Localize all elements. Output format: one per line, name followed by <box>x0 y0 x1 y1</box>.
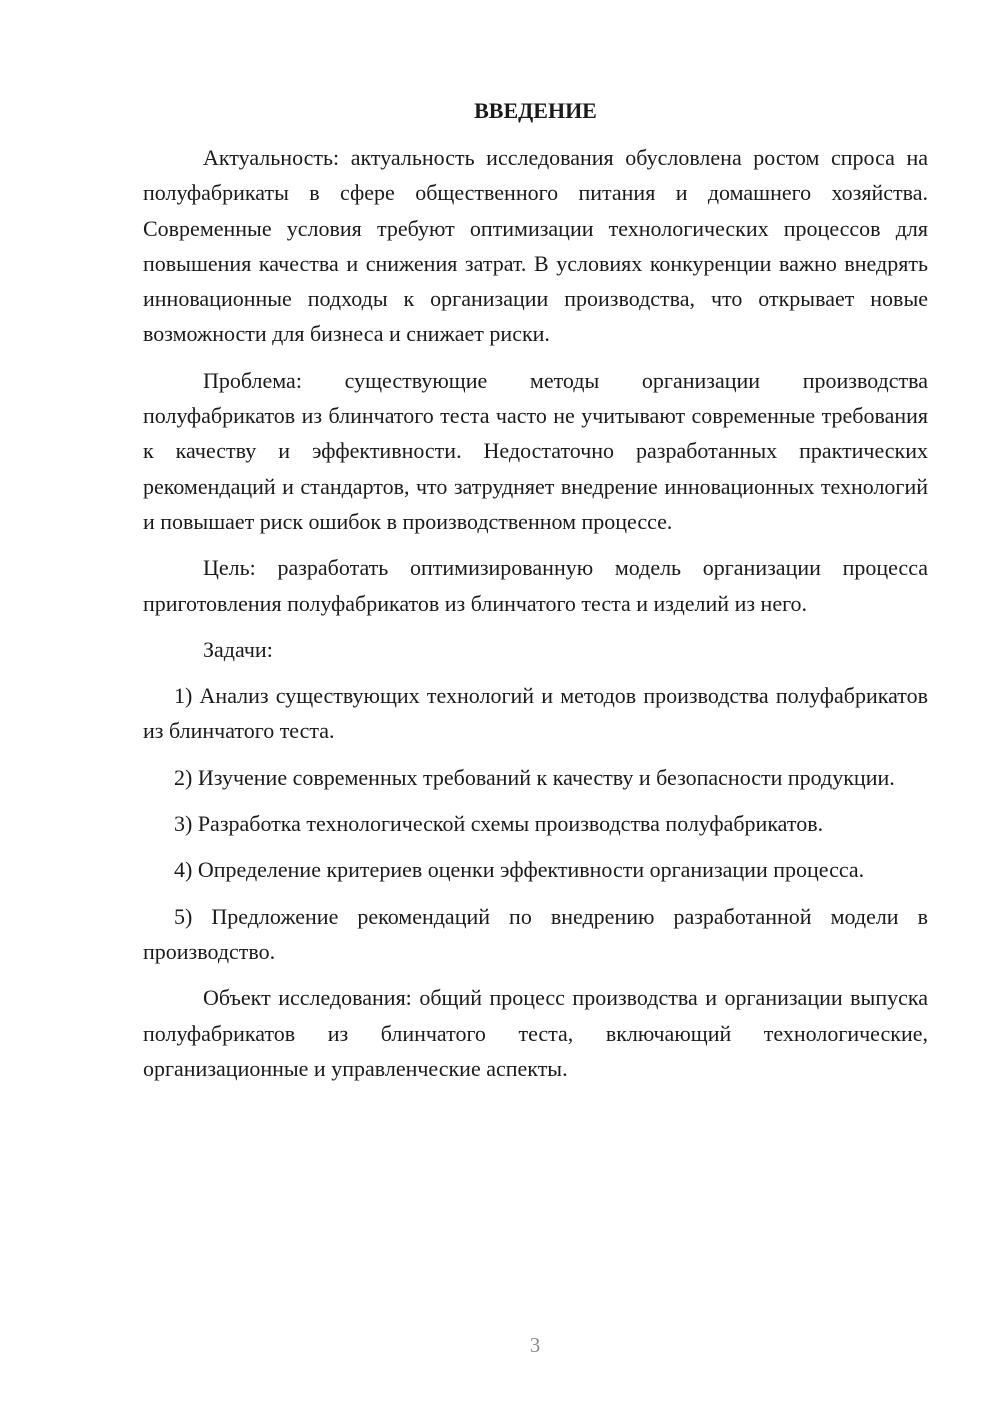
paragraph-object: Объект исследования: общий процесс производства и организации выпуска полуфабрикатов из блинчатого теста, включающий технологические, организационные и управленческие аспекты. <box>143 985 928 1081</box>
page-number: 3 <box>529 1333 541 1357</box>
task-item: 4) Определение критериев оценки эффективности организации процесса. <box>174 857 865 883</box>
task-item: 5) Предложение рекомендаций по внедрению разработанной модели в производство. <box>143 903 928 964</box>
document-page <box>143 96 928 1097</box>
paragraph-goal: Цель: разработать оптимизированную модель организации процесса приготовления полуфабрикатов из блинчатого теста и изделий из него. <box>143 555 928 616</box>
paragraph-problem: Проблема: существующие методы организации производства полуфабрикатов из блинчатого теста часто не учитывают современные требования к качеству и эффективности. Недостаточно разработанных практических рекомендаций и стандартов, что затрудняет внедрение инновационных технологий и повышает риск ошибок в производственном процессе. <box>143 367 928 534</box>
section-heading: ВВЕДЕНИЕ <box>474 98 597 123</box>
paragraph-relevance: Актуальность: актуальность исследования обусловлена ростом спроса на полуфабрикаты в сфере общественного питания и домашнего хозяйства. Современные условия требуют оптимизации технологических процессов для повышения качества и снижения затрат. В условиях конкуренции важно внедрять инновационные подходы к организации производства, что открывает новые возможности для бизнеса и снижает риски. <box>143 145 928 347</box>
task-item: 3) Разработка технологической схемы производства полуфабрикатов. <box>174 811 824 837</box>
task-item: 1) Анализ существующих технологий и методов производства полуфабрикатов из блинчатого теста. <box>143 683 928 744</box>
task-item: 2) Изучение современных требований к качеству и безопасности продукции. <box>174 764 895 790</box>
tasks-label: Задачи: <box>203 636 273 662</box>
